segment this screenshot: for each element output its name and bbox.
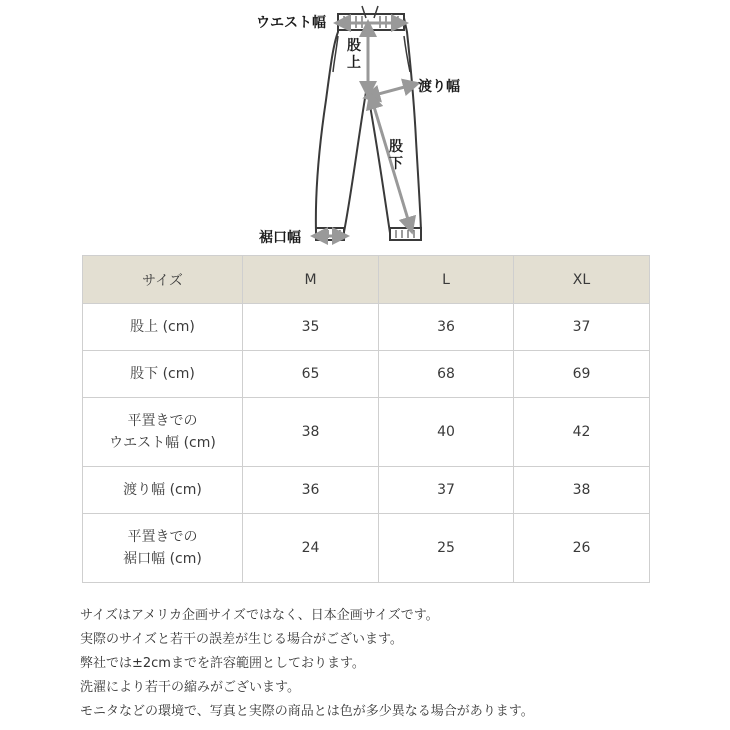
row-label xyxy=(83,351,243,398)
table-cell: 38 xyxy=(514,467,650,514)
table-row xyxy=(83,398,650,467)
table-cell: 40 xyxy=(379,398,514,467)
row-label-line: 裾口幅 (cm) xyxy=(123,551,202,567)
table-cell: 36 xyxy=(243,467,379,514)
table-cell: 38 xyxy=(243,398,379,467)
table-cell: 65 xyxy=(243,351,379,398)
row-label-line: 平置きでの xyxy=(127,529,198,545)
note-line: 洗濯により若干の縮みがございます。 xyxy=(80,680,300,695)
table-cell: 35 xyxy=(243,304,379,351)
inseam-label: 股下 xyxy=(389,139,403,172)
note-line: 実際のサイズと若干の誤差が生じる場合がございます。 xyxy=(80,632,403,647)
table-cell: 37 xyxy=(514,304,650,351)
table-cell: 68 xyxy=(379,351,514,398)
table-header-row xyxy=(83,256,650,304)
rise-label: 股上 xyxy=(347,38,361,71)
row-label xyxy=(83,304,243,351)
hem-label: 裾口幅 xyxy=(259,230,301,246)
row-label xyxy=(83,398,243,467)
table-cell: 24 xyxy=(243,514,379,583)
table-cell: 36 xyxy=(379,304,514,351)
row-label xyxy=(83,514,243,583)
table-cell: 37 xyxy=(379,467,514,514)
row-label-line: 股上 (cm) xyxy=(130,319,195,335)
waist-label: ウエスト幅 xyxy=(256,15,326,31)
table-row xyxy=(83,351,650,398)
hem-cuffs xyxy=(316,228,421,240)
table-cell: 26 xyxy=(514,514,650,583)
header-size-m: M xyxy=(243,256,379,304)
table-row xyxy=(83,304,650,351)
pants-measurement-diagram xyxy=(0,0,730,250)
row-label-line: 渡り幅 (cm) xyxy=(123,482,202,498)
table-cell: 69 xyxy=(514,351,650,398)
table-cell: 42 xyxy=(514,398,650,467)
header-size-l: L xyxy=(379,256,514,304)
row-label-line: 平置きでの xyxy=(127,413,198,429)
note-line: モニタなどの環境で、写真と実際の商品とは色が多少異なる場合があります。 xyxy=(80,704,534,719)
header-size-xl: XL xyxy=(514,256,650,304)
note-line: 弊社では±2cmまでを許容範囲としております。 xyxy=(80,656,365,671)
size-table xyxy=(82,255,650,583)
row-label-line: ウエスト幅 (cm) xyxy=(109,435,216,451)
row-label-line: 股下 (cm) xyxy=(130,366,195,382)
note-line: サイズはアメリカ企画サイズではなく、日本企画サイズです。 xyxy=(80,608,439,623)
row-label xyxy=(83,467,243,514)
pants-illustration xyxy=(0,0,730,250)
table-row xyxy=(83,467,650,514)
size-notes xyxy=(80,604,720,724)
table-cell: 25 xyxy=(379,514,514,583)
thigh-label: 渡り幅 xyxy=(418,79,460,95)
table-row xyxy=(83,514,650,583)
header-size-label: サイズ xyxy=(83,256,243,304)
